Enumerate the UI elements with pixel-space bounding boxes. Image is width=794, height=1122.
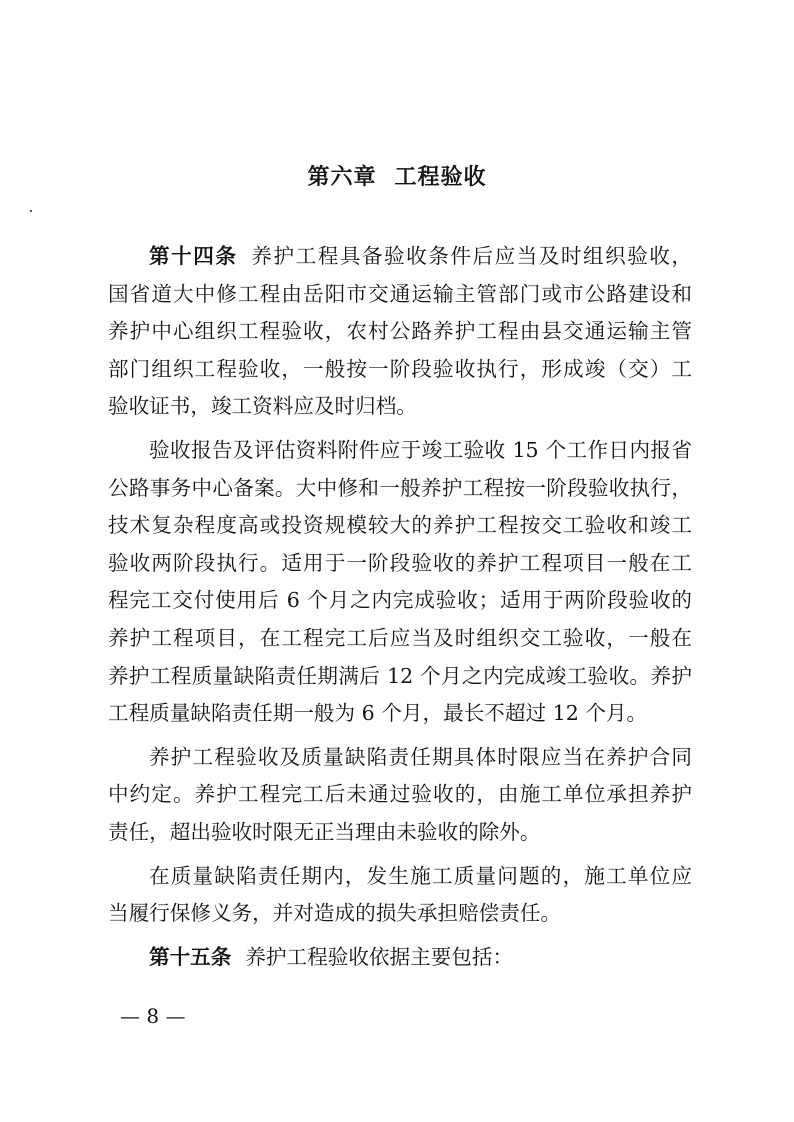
paragraph-line: 当履行保修义务，并对造成的损失承担赔偿责任。 xyxy=(108,901,562,926)
paragraph-line: 养护中心组织工程验收，农村公路养护工程由县交通运输主管 xyxy=(108,319,692,344)
paragraph-line: 在质量缺陷责任期内，发生施工质量问题的，施工单位应 xyxy=(149,863,692,888)
article15-paragraph xyxy=(108,939,692,977)
chapter-heading xyxy=(0,160,794,191)
paragraph-line: 国省道大中修工程由岳阳市交通运输主管部门或市公路建设和 xyxy=(108,281,692,306)
paragraph-line: 技术复杂程度高或投资规模较大的养护工程按交工验收和竣工 xyxy=(108,513,692,538)
line-text: 养护工程具备验收条件后应当及时组织验收， xyxy=(251,244,693,268)
paragraph-line: 公路事务中心备案。大中修和一般养护工程按一阶段验收执行， xyxy=(108,475,692,500)
document-body xyxy=(108,238,692,976)
paragraph-line: 责任，超出验收时限无正当理由未验收的除外。 xyxy=(108,819,541,844)
article14-number: 第十四条 xyxy=(149,244,238,268)
article14-paragraph-2 xyxy=(108,432,692,733)
paragraph-line: 程完工交付使用后 6 个月之内完成验收；适用于两阶段验收的 xyxy=(108,588,692,613)
article14-paragraph-4 xyxy=(108,858,692,933)
line-text: 养护工程验收依据主要包括： xyxy=(245,944,514,969)
article14-paragraph-1 xyxy=(108,238,692,426)
paragraph-line: 验收报告及评估资料附件应于竣工验收 15 个工作日内报省 xyxy=(149,437,692,462)
paragraph-line: 验收证书，竣工资料应及时归档。 xyxy=(108,394,417,419)
chapter-number: 第六章 xyxy=(307,165,377,190)
page-number: — 8 — xyxy=(120,1004,186,1028)
paragraph-line: 工程质量缺陷责任期一般为 6 个月，最长不超过 12 个月。 xyxy=(108,701,648,726)
article14-paragraph-3 xyxy=(108,739,692,852)
paragraph-line: 验收两阶段执行。适用于一阶段验收的养护工程项目一般在工 xyxy=(108,550,692,575)
paragraph-line: 养护工程项目，在工程完工后应当及时组织交工验收，一般在 xyxy=(108,625,692,650)
scan-speck xyxy=(30,210,32,212)
paragraph-line: 养护工程验收及质量缺陷责任期具体时限应当在养护合同 xyxy=(149,744,692,769)
paragraph-line: 中约定。养护工程完工后未通过验收的，由施工单位承担养护 xyxy=(108,782,692,807)
paragraph-line: 部门组织工程验收，一般按一阶段验收执行，形成竣（交）工 xyxy=(108,356,692,381)
article15-number: 第十五条 xyxy=(149,944,232,969)
paragraph-line xyxy=(108,238,692,276)
paragraph-line xyxy=(108,939,692,977)
chapter-title: 工程验收 xyxy=(394,165,487,190)
paragraph-line: 养护工程质量缺陷责任期满后 12 个月之内完成竣工验收。养护 xyxy=(108,663,692,688)
